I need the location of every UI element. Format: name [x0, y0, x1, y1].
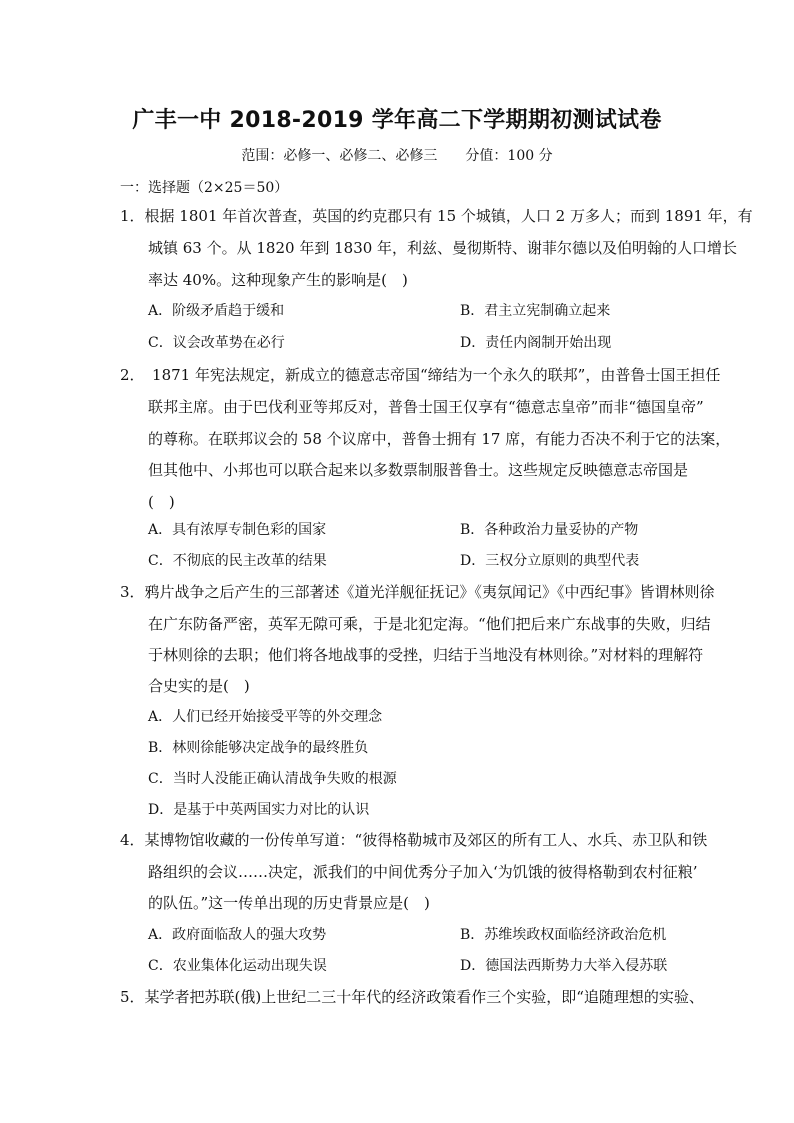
- question-3-option-c: C．当时人没能正确认清战争失败的根源: [148, 771, 397, 787]
- question-4-line-3: 的队伍。”这一传单出现的历史背景应是( ): [148, 894, 430, 912]
- question-4-line-2: 路组织的会议……决定，派我们的中间优秀分子加入‘为饥饿的彼得格勒到农村征粮’: [148, 863, 698, 881]
- question-2-option-b: B．各种政治力量妥协的产物: [460, 522, 639, 538]
- question-1-option-c: C．议会改革势在必行: [148, 335, 285, 351]
- question-4-option-b: B．苏维埃政权面临经济政治危机: [460, 927, 667, 943]
- question-3-line-1: 3．鸦片战争之后产生的三部著述《道光洋舰征抚记》《夷氛闻记》《中西纪事》皆谓林则徐: [120, 583, 715, 601]
- question-2-line-5: ( ): [148, 493, 175, 511]
- question-4-option-a: A．政府面临敌人的强大攻势: [148, 927, 327, 943]
- question-1-option-d: D．责任内阁制开始出现: [460, 335, 612, 351]
- exam-score: 分值：100 分: [465, 148, 553, 164]
- question-1-option-a: A．阶级矛盾趋于缓和: [148, 303, 285, 319]
- question-5-line-1: 5．某学者把苏联(俄)上世纪二三十年代的经济政策看作三个实验，即“追随理想的实验、: [120, 988, 704, 1006]
- question-3-option-d: D．是基于中英两国实力对比的认识: [148, 802, 370, 818]
- question-4-option-d: D．德国法西斯势力大举入侵苏联: [460, 958, 668, 974]
- question-3-option-a: A．人们已经开始接受平等的外交理念: [148, 709, 383, 725]
- question-3-line-3: 于林则徐的去职；他们将各地战事的受挫，归结于当地没有林则徐。”对材料的理解符: [148, 646, 704, 664]
- section-heading: 一：选择题（2×25＝50）: [120, 180, 289, 196]
- exam-subtitle: [0, 145, 794, 165]
- question-2-line-3: 的尊称。在联邦议会的 58 个议席中，普鲁士拥有 17 席，有能力否决不利于它的法案，: [148, 430, 731, 448]
- question-3-line-4: 合史实的是( ): [148, 677, 250, 695]
- question-2-line-1: 2． 1871 年宪法规定，新成立的德意志帝国“缔结为一个永久的联邦”，由普鲁士国王担任: [120, 366, 721, 384]
- question-2-line-2: 联邦主席。由于巴伐利亚等邦反对，普鲁士国王仅享有“德意志皇帝”而非“德国皇帝”: [148, 398, 704, 416]
- question-2-option-c: C．不彻底的民主改革的结果: [148, 553, 327, 569]
- exam-scope: 范围：必修一、必修二、必修三: [241, 148, 438, 164]
- exam-title: 广丰一中 2018-2019 学年高二下学期期初测试试卷: [132, 108, 662, 133]
- question-2-line-4: 但其他中、小邦也可以联合起来以多数票制服普鲁士。这些规定反映德意志帝国是: [148, 461, 689, 479]
- question-2-option-d: D．三权分立原则的典型代表: [460, 553, 640, 569]
- question-3-line-2: 在广东防备严密，英军无隙可乘，于是北犯定海。“他们把后来广东战事的失败，归结: [148, 615, 711, 633]
- question-1-line-3: 率达 40%。这种现象产生的影响是( ): [148, 271, 408, 289]
- question-3-option-b: B．林则徐能够决定战争的最终胜负: [148, 740, 369, 756]
- question-2-option-a: A．具有浓厚专制色彩的国家: [148, 522, 327, 538]
- question-1-line-1: 1．根据 1801 年首次普查，英国的约克郡只有 15 个城镇，人口 2 万多人；而到 1891 年，有: [120, 207, 753, 225]
- question-4-option-c: C．农业集体化运动出现失误: [148, 958, 327, 974]
- question-1-option-b: B．君主立宪制确立起来: [460, 303, 611, 319]
- question-1-line-2: 城镇 63 个。从 1820 年到 1830 年，利兹、曼彻斯特、谢菲尔德以及伯明翰的人口增长: [148, 239, 738, 257]
- question-4-line-1: 4．某博物馆收藏的一份传单写道：“彼得格勒城市及郊区的所有工人、水兵、赤卫队和铁: [120, 831, 708, 849]
